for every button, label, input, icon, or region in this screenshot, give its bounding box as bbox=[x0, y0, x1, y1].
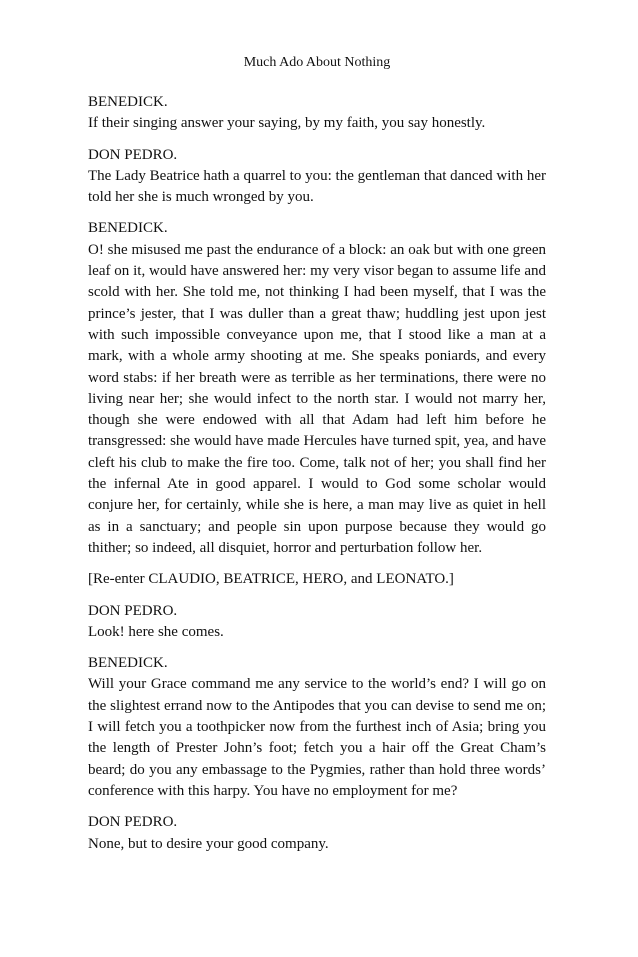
stage-direction: [Re-enter CLAUDIO, BEATRICE, HERO, and LEONATO.] bbox=[88, 571, 454, 588]
speech-text: If their singing answer your saying, by my faith, you say honestly. bbox=[88, 115, 486, 132]
speaker-name: BENEDICK. bbox=[88, 220, 168, 237]
speaker-name: BENEDICK. bbox=[88, 655, 168, 672]
speaker-name: DON PEDRO. bbox=[88, 602, 178, 619]
speech-block bbox=[88, 601, 546, 644]
speech-text: The Lady Beatrice hath a quarrel to you: the gentleman that danced with her told her she is much wronged by you. bbox=[88, 167, 546, 206]
speech-block bbox=[88, 653, 546, 802]
speech-text: None, but to desire your good company. bbox=[88, 835, 329, 852]
speaker-name: BENEDICK. bbox=[88, 94, 168, 110]
speech-text: Will your Grace command me any service to the world’s end? I will go on the slightest errand now to the Antipodes that you can devise to send me on; I will fetch you a toothpicker now from the furthest inch of Asia; bring you the length of Prester John’s foot; fetch you a hair off the Great Cham’s beard; do you any embassage to the Pygmies, rather than hold three words’ conference with this harpy. You have no employment for me? bbox=[88, 676, 546, 799]
speaker-name: DON PEDRO. bbox=[88, 814, 178, 831]
speech-text: O! she misused me past the endurance of a block: an oak but with one green leaf on it, would have answered her: my very visor began to assume life and scold with her. She told me, not thinking I had been myself, that I was the prince’s jester, that I was duller than a great thaw; huddling jest upon jest with such impossible conveyance upon me, that I stood like a man at a mark, with a whole army shooting at me. She speaks poniards, and every word stabs: if her breath were as terrible as her terminations, there were no living near her; she would infect to the north star. I would not marry her, though she were endowed with all that Adam had left him before he transgressed: she would have made Hercules have turned spit, yea, and have cleft his club to make the fire too. Come, talk not of her; you shall find her the infernal Ate in good apparel. I would to God some scholar would conjure her, for certainly, while she is here, a man may live as quiet in hell as in a sanctuary; and people sin upon purpose because they would go thither; so indeed, all disquiet, horror and perturbation follow her. bbox=[88, 241, 546, 556]
speech-block bbox=[88, 145, 546, 209]
speech-block bbox=[88, 812, 546, 855]
page-header-title: Much Ado About Nothing bbox=[243, 55, 391, 70]
speech-text: Look! here she comes. bbox=[88, 623, 224, 640]
speaker-name: DON PEDRO. bbox=[88, 146, 178, 163]
speech-block bbox=[88, 218, 546, 559]
speech-block bbox=[88, 92, 546, 135]
script-content bbox=[88, 92, 546, 865]
